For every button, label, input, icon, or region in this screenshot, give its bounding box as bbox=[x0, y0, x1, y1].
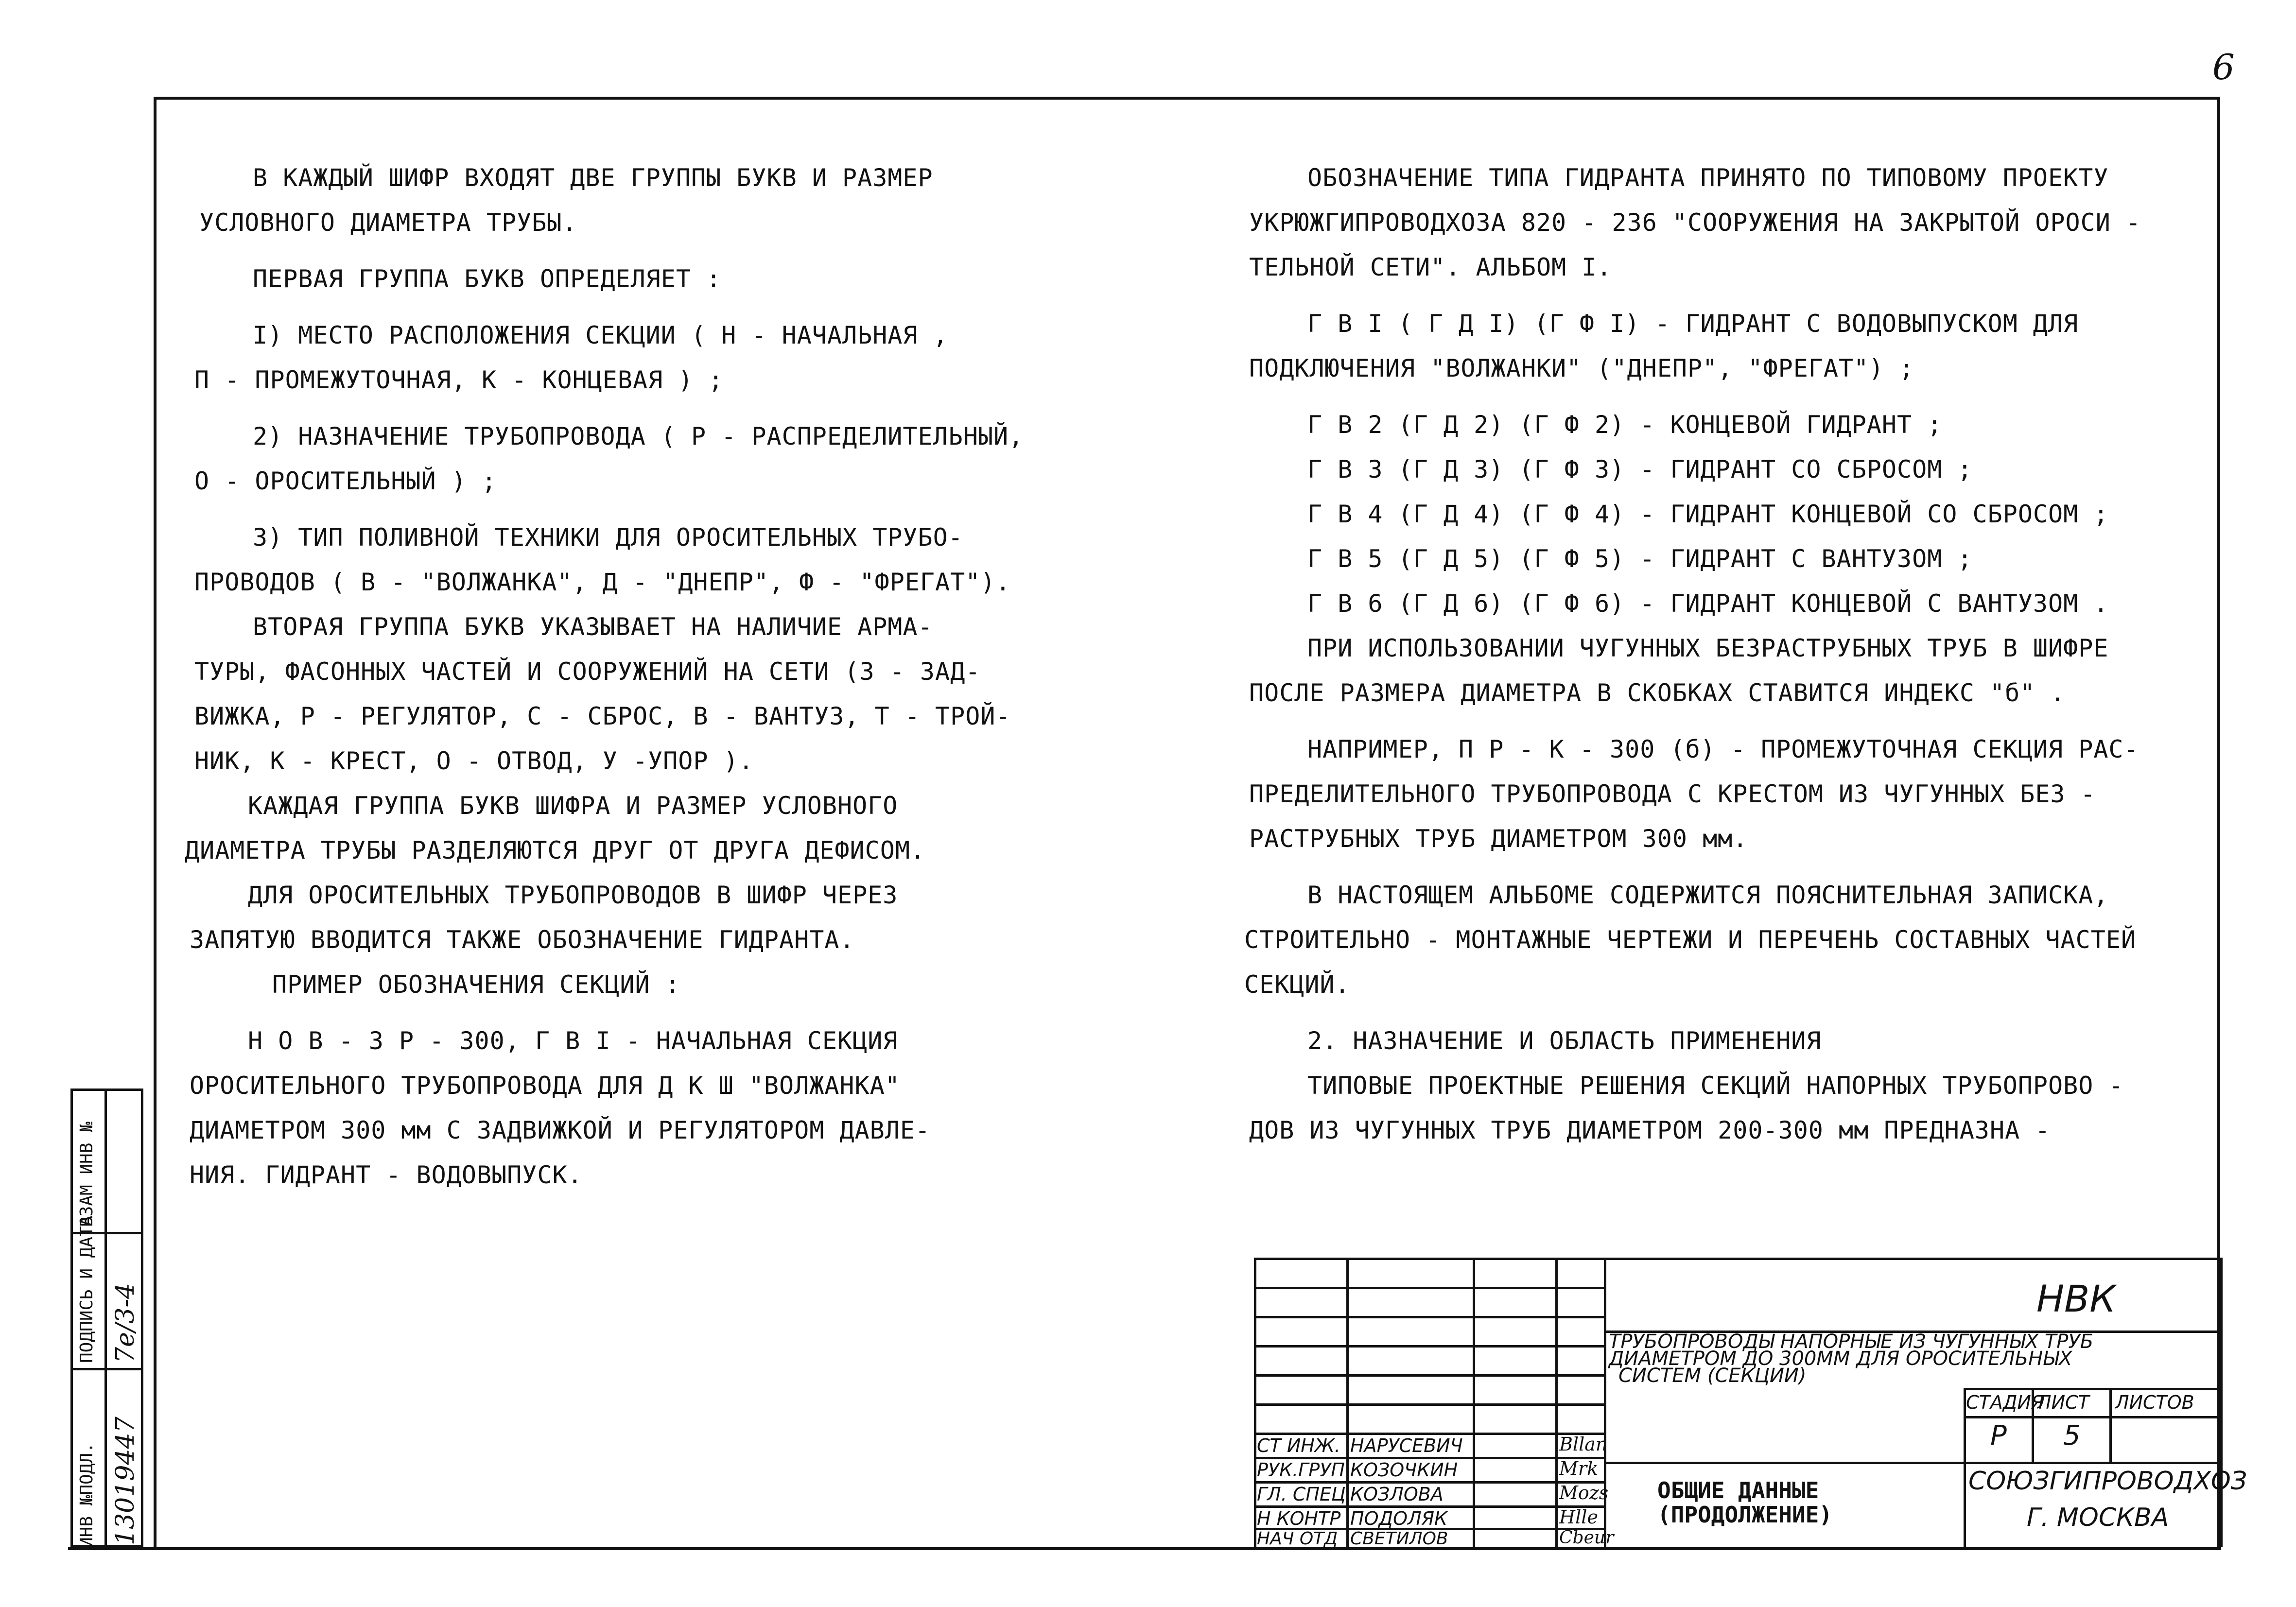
text-line: ДИАМЕТРОМ 300 мм С ЗАДВИЖКОЙ И РЕГУЛЯТОРОМ ДАВЛЕ- bbox=[190, 1116, 931, 1144]
text-line: КАЖДАЯ ГРУППА БУКВ ШИФРА И РАЗМЕР УСЛОВНОГО bbox=[248, 792, 898, 820]
signature-role: РУК.ГРУП bbox=[1257, 1459, 1345, 1481]
text-line: ДОВ ИЗ ЧУГУННЫХ ТРУБ ДИАМЕТРОМ 200-300 мм ПРЕДНАЗНА - bbox=[1249, 1116, 2051, 1144]
drawing-title-line: СИСТЕМ (СЕКЦИИ) bbox=[1618, 1365, 1807, 1387]
organization-line: Г. МОСКВА bbox=[2027, 1503, 2169, 1532]
stage-value: Р bbox=[1990, 1420, 2007, 1451]
text-line: ОРОСИТЕЛЬНОГО ТРУБОПРОВОДА ДЛЯ Д К Ш "ВОЛЖАНКА" bbox=[190, 1071, 900, 1100]
signature: Cbeur bbox=[1559, 1528, 1614, 1548]
text-line: Н О В - З Р - 300, Г В I - НАЧАЛЬНАЯ СЕКЦИЯ bbox=[248, 1027, 898, 1055]
text-line: ОБОЗНАЧЕНИЕ ТИПА ГИДРАНТА ПРИНЯТО ПО ТИПОВОМУ ПРОЕКТУ bbox=[1307, 164, 2109, 192]
text-line: Г В 4 (Г Д 4) (Г Ф 4) - ГИДРАНТ КОНЦЕВОЙ СО СБРОСОМ ; bbox=[1307, 500, 2109, 528]
signature-name: КОЗЛОВА bbox=[1350, 1484, 1444, 1505]
text-line: 3) ТИП ПОЛИВНОЙ ТЕХНИКИ ДЛЯ ОРОСИТЕЛЬНЫХ ТРУБО- bbox=[253, 523, 963, 552]
title-block bbox=[1254, 1258, 2247, 1549]
text-line: ПЕРВАЯ ГРУППА БУКВ ОПРЕДЕЛЯЕТ : bbox=[253, 265, 722, 293]
drawing-title-line: ТРУБОПРОВОДЫ НАПОРНЫЕ ИЗ ЧУГУННЫХ ТРУБ bbox=[1609, 1331, 2094, 1353]
stage-header: СТАДИЯ bbox=[1966, 1392, 2044, 1413]
signature: Bllan bbox=[1559, 1434, 1608, 1455]
text-line: I) МЕСТО РАСПОЛОЖЕНИЯ СЕКЦИИ ( Н - НАЧАЛЬНАЯ , bbox=[253, 321, 948, 349]
signature: Hlle bbox=[1559, 1506, 1598, 1528]
stamp-label-inv-podl: ИНВ №ПОДЛ. bbox=[77, 1442, 97, 1548]
text-line: ПРЕДЕЛИТЕЛЬНОГО ТРУБОПРОВОДА С КРЕСТОМ ИЗ ЧУГУННЫХ БЕЗ - bbox=[1249, 780, 2096, 808]
text-line: 2) НАЗНАЧЕНИЕ ТРУБОПРОВОДА ( Р - РАСПРЕДЕЛИТЕЛЬНЫЙ, bbox=[253, 422, 1024, 450]
text-line: ЗАПЯТУЮ ВВОДИТСЯ ТАКЖЕ ОБОЗНАЧЕНИЕ ГИДРАНТА. bbox=[190, 926, 855, 954]
signature-role: НАЧ ОТД bbox=[1257, 1529, 1338, 1549]
signature-name: НАРУСЕВИЧ bbox=[1350, 1435, 1463, 1456]
sheets-header: ЛИСТОВ bbox=[2115, 1392, 2194, 1413]
right-text-column bbox=[1244, 156, 2168, 1153]
organization-line: СОЮЗГИПРОВОДХОЗ bbox=[1968, 1467, 2247, 1496]
text-line: НИК, К - КРЕСТ, О - ОТВОД, У -УПОР ). bbox=[194, 747, 754, 775]
text-line: Г В 2 (Г Д 2) (Г Ф 2) - КОНЦЕВОЙ ГИДРАНТ ; bbox=[1307, 411, 1943, 439]
text-line: В КАЖДЫЙ ШИФР ВХОДЯТ ДВЕ ГРУППЫ БУКВ И РАЗМЕР bbox=[253, 164, 933, 192]
text-line: ТИПОВЫЕ ПРОЕКТНЫЕ РЕШЕНИЯ СЕКЦИЙ НАПОРНЫХ ТРУБОПРОВО - bbox=[1307, 1071, 2124, 1100]
drawing-code: НВК bbox=[2036, 1277, 2116, 1320]
text-line: ВИЖКА, Р - РЕГУЛЯТОР, С - СБРОС, В - ВАНТУЗ, Т - ТРОЙ- bbox=[194, 702, 1011, 730]
text-line: ТЕЛЬНОЙ СЕТИ". АЛЬБОМ I. bbox=[1249, 253, 1612, 281]
text-line: П - ПРОМЕЖУТОЧНАЯ, К - КОНЦЕВАЯ ) ; bbox=[194, 366, 724, 394]
stamp-label-signature-date: ПОДПИСЬ И ДАТА bbox=[77, 1215, 97, 1363]
text-line: ПОСЛЕ РАЗМЕРА ДИАМЕТРА В СКОБКАХ СТАВИТСЯ ИНДЕКС "б" . bbox=[1249, 679, 2066, 707]
signature: Mrk bbox=[1559, 1458, 1599, 1479]
text-line: СТРОИТЕЛЬНО - МОНТАЖНЫЕ ЧЕРТЕЖИ И ПЕРЕЧЕНЬ СОСТАВНЫХ ЧАСТЕЙ bbox=[1244, 926, 2137, 954]
signature: Mozs bbox=[1559, 1482, 1609, 1503]
sheet-name-line: ОБЩИЕ ДАННЫЕ bbox=[1657, 1477, 1819, 1503]
text-line: ДЛЯ ОРОСИТЕЛЬНЫХ ТРУБОПРОВОДОВ В ШИФР ЧЕРЕЗ bbox=[248, 881, 898, 909]
signature-role: СТ ИНЖ. bbox=[1257, 1435, 1340, 1456]
text-line: Г В 6 (Г Д 6) (Г Ф 6) - ГИДРАНТ КОНЦЕВОЙ С ВАНТУЗОМ . bbox=[1307, 589, 2109, 618]
section-heading: 2. НАЗНАЧЕНИЕ И ОБЛАСТЬ ПРИМЕНЕНИЯ bbox=[1307, 1027, 1822, 1055]
text-line: НАПРИМЕР, П Р - К - 300 (б) - ПРОМЕЖУТОЧНАЯ СЕКЦИЯ РАС- bbox=[1307, 735, 2139, 763]
signature-role: ГЛ. СПЕЦ bbox=[1257, 1484, 1346, 1505]
sheet-value: 5 bbox=[2063, 1420, 2081, 1451]
text-line: УКРЮЖГИПРОВОДХОЗА 820 - 236 "СООРУЖЕНИЯ НА ЗАКРЫТОЙ ОРОСИ - bbox=[1249, 208, 2141, 237]
page-number: 6 bbox=[2212, 47, 2235, 87]
text-line: Г В I ( Г Д I) (Г Ф I) - ГИДРАНТ С ВОДОВЫПУСКОМ ДЛЯ bbox=[1307, 310, 2079, 338]
sheet-name-line: (ПРОДОЛЖЕНИЕ) bbox=[1657, 1502, 1833, 1528]
side-stamp bbox=[70, 1089, 143, 1547]
text-line: РАСТРУБНЫХ ТРУБ ДИАМЕТРОМ 300 мм. bbox=[1249, 825, 1748, 853]
stamp-value-date: 7е/3-4 bbox=[111, 1282, 140, 1363]
frame-bottom-line bbox=[68, 1547, 2221, 1550]
signature-role: Н КОНТР bbox=[1257, 1508, 1341, 1529]
text-line: ВТОРАЯ ГРУППА БУКВ УКАЗЫВАЕТ НА НАЛИЧИЕ АРМА- bbox=[253, 613, 933, 641]
stamp-value-inv-number: 13019447 bbox=[111, 1417, 140, 1545]
sheet-header: ЛИСТ bbox=[2037, 1392, 2089, 1413]
text-line: Г В 5 (Г Д 5) (Г Ф 5) - ГИДРАНТ С ВАНТУЗОМ ; bbox=[1307, 545, 1973, 573]
text-line: В НАСТОЯЩЕМ АЛЬБОМЕ СОДЕРЖИТСЯ ПОЯСНИТЕЛЬНАЯ ЗАПИСКА, bbox=[1307, 881, 2109, 909]
text-line: ПРИ ИСПОЛЬЗОВАНИИ ЧУГУННЫХ БЕЗРАСТРУБНЫХ ТРУБ В ШИФРЕ bbox=[1307, 634, 2109, 662]
signature-name: ПОДОЛЯК bbox=[1350, 1508, 1448, 1529]
signature-name: КОЗОЧКИН bbox=[1350, 1459, 1458, 1481]
text-line: ПОДКЛЮЧЕНИЯ "ВОЛЖАНКИ" ("ДНЕПР", "ФРЕГАТ") ; bbox=[1249, 354, 1914, 382]
text-line: Г В 3 (Г Д 3) (Г Ф 3) - ГИДРАНТ СО СБРОСОМ ; bbox=[1307, 455, 1973, 484]
text-line: НИЯ. ГИДРАНТ - ВОДОВЫПУСК. bbox=[190, 1161, 583, 1189]
text-line: УСЛОВНОГО ДИАМЕТРА ТРУБЫ. bbox=[199, 208, 577, 237]
text-line: ПРИМЕР ОБОЗНАЧЕНИЯ СЕКЦИЙ : bbox=[272, 970, 680, 999]
text-line: ПРОВОДОВ ( В - "ВОЛЖАНКА", Д - "ДНЕПР", Ф - "ФРЕГАТ"). bbox=[194, 568, 1011, 596]
drawing-title-line: ДИАМЕТРОМ ДО 300ММ ДЛЯ ОРОСИТЕЛЬНЫХ bbox=[1609, 1348, 2072, 1370]
text-line: О - ОРОСИТЕЛЬНЫЙ ) ; bbox=[194, 467, 497, 495]
text-line: ТУРЫ, ФАСОННЫХ ЧАСТЕЙ И СООРУЖЕНИЙ НА СЕТИ (З - ЗАД- bbox=[194, 657, 981, 686]
stamp-label-vzam-inv: ВЗАМ ИНВ № bbox=[77, 1122, 97, 1227]
text-line: ДИАМЕТРА ТРУБЫ РАЗДЕЛЯЮТСЯ ДРУГ ОТ ДРУГА ДЕФИСОМ. bbox=[185, 836, 926, 864]
signature-name: СВЕТИЛОВ bbox=[1350, 1529, 1448, 1549]
text-line: СЕКЦИЙ. bbox=[1244, 970, 1350, 999]
left-text-column bbox=[185, 156, 1024, 1197]
